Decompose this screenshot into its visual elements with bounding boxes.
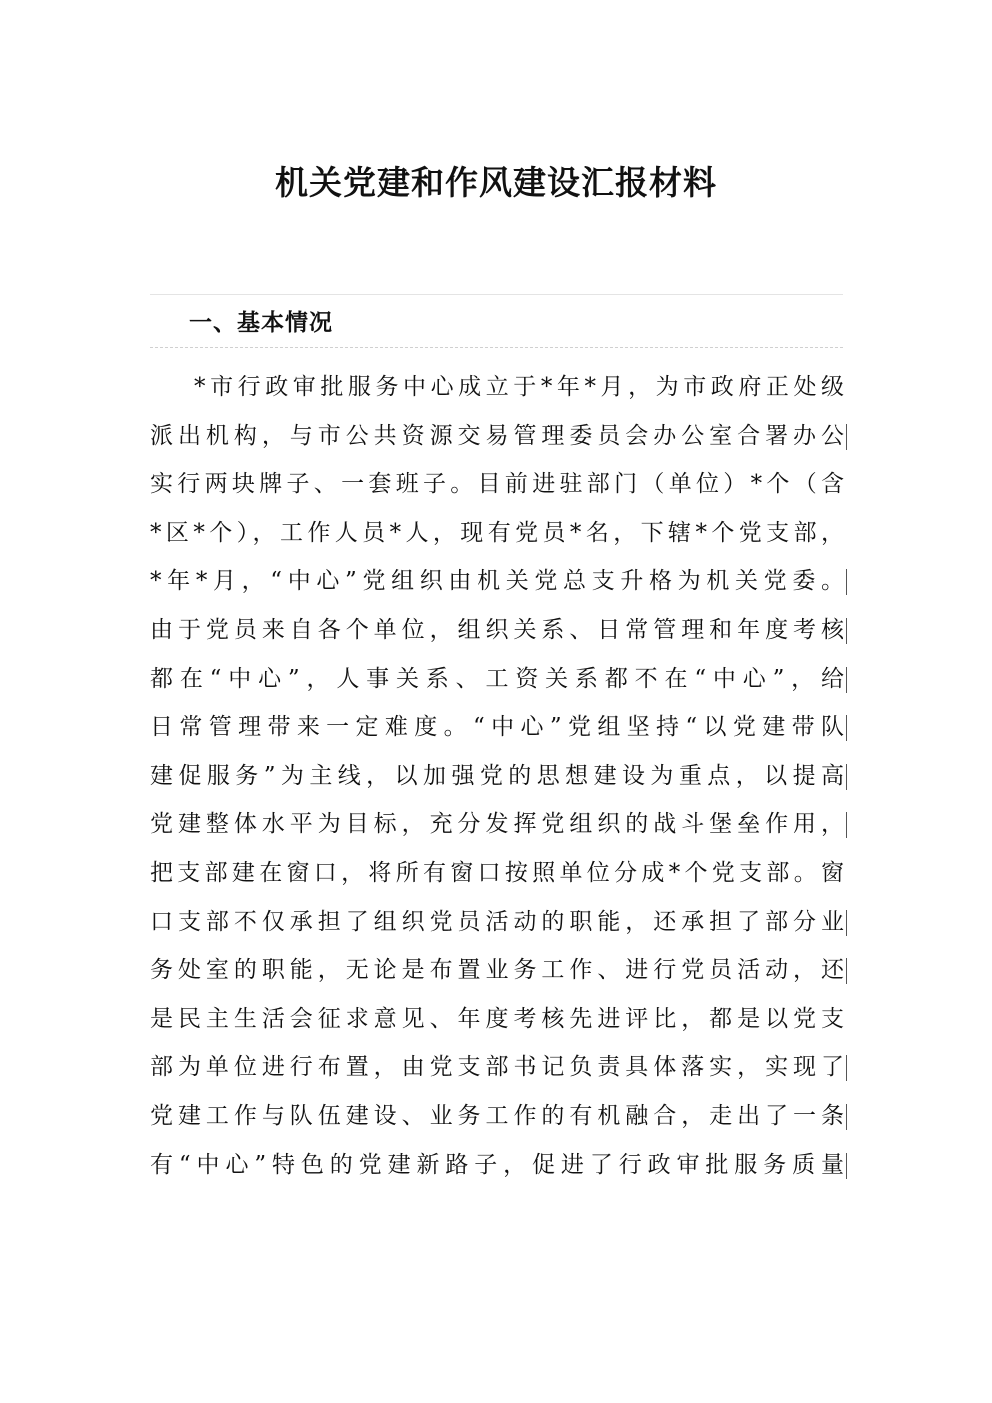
section-heading: 一、基本情况	[189, 309, 333, 336]
heading-top-rule	[150, 294, 843, 295]
paragraph-line: *市行政审批服务中心成立于*年*月，为市政府正处级	[194, 374, 844, 400]
line-end-marker	[846, 764, 847, 790]
line-end-marker	[846, 667, 847, 693]
paragraph-line: 都在“中心”，人事关系、工资关系都不在“中心”，给	[150, 655, 844, 704]
paragraph-line: 党建工作与队伍建设、业务工作的有机融合，走出了一条	[150, 1092, 844, 1141]
paragraph-line: 是民主生活会征求意见、年度考核先进评比，都是以党支	[150, 1005, 844, 1032]
line-end-marker	[846, 958, 847, 984]
paragraph-line: 党建整体水平为目标，充分发挥党组织的战斗堡垒作用，	[150, 800, 844, 849]
paragraph-line: 口支部不仅承担了组织党员活动的职能，还承担了部分业	[150, 898, 844, 947]
paragraph-line: 由于党员来自各个单位，组织关系、日常管理和年度考核	[150, 606, 844, 655]
paragraph-line: 建促服务”为主线，以加强党的思想建设为重点，以提高	[150, 752, 844, 801]
line-end-marker	[846, 1055, 847, 1081]
paragraph-line: 部为单位进行布置，由党支部书记负责具体落实，实现了	[150, 1043, 844, 1092]
paragraph-line: 把支部建在窗口，将所有窗口按照单位分成*个党支部。窗	[150, 859, 844, 886]
line-end-marker	[846, 812, 847, 838]
line-end-marker	[846, 569, 847, 595]
paragraph-line: 日常管理带来一定难度。“中心”党组坚持“以党建带队	[150, 703, 844, 752]
line-end-marker	[846, 910, 847, 936]
paragraph-line: *区*个），工作人员*人，现有党员*名，下辖*个党支部，	[150, 519, 844, 546]
line-end-marker	[846, 1104, 847, 1130]
line-end-marker	[846, 618, 847, 644]
line-end-marker	[846, 715, 847, 741]
line-end-marker	[846, 1153, 847, 1179]
paragraph-line: 务处室的职能，无论是布置业务工作、进行党员活动，还	[150, 946, 844, 995]
document-title: 机关党建和作风建设汇报材料	[275, 163, 717, 202]
paragraph-line: 实行两块牌子、一套班子。目前进驻部门（单位）*个（含	[150, 471, 844, 498]
paragraph-line: *年*月，“中心”党组织由机关党总支升格为机关党委。	[150, 557, 844, 606]
paragraph-line: 派出机构，与市公共资源交易管理委员会办公室合署办公	[150, 412, 844, 461]
heading-bottom-rule	[150, 347, 843, 348]
line-end-marker	[846, 424, 847, 450]
body-paragraph	[150, 363, 844, 1189]
paragraph-line: 有“中心”特色的党建新路子，促进了行政审批服务质量	[150, 1141, 844, 1190]
